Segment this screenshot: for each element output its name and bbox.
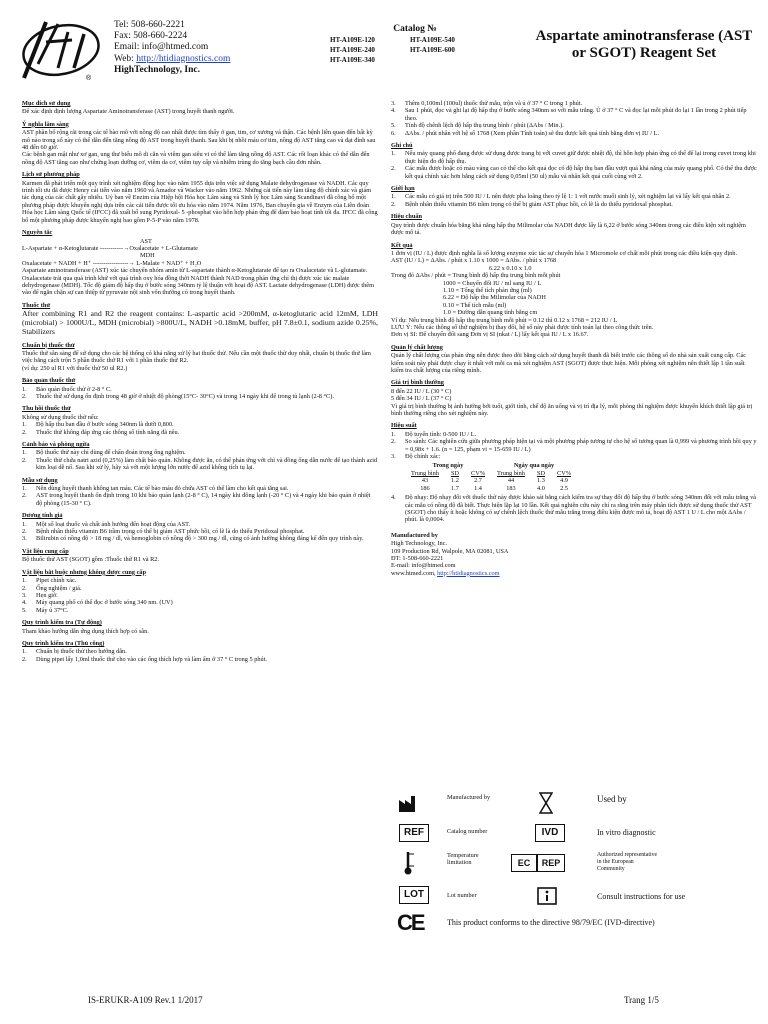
list-item-number: 2. bbox=[22, 456, 27, 464]
list-item-text: Nên dùng huyết thanh không tan máu. Các tế bào máu đỏ chứa AST có thể làm cho kết quả tăng sai. bbox=[36, 485, 289, 493]
list-item-number: 1. bbox=[22, 648, 27, 656]
lot-number-label: Lot number bbox=[447, 892, 477, 899]
list-item-number: 1. bbox=[22, 421, 27, 429]
section-text: Không sử dụng thuốc thử nếu: bbox=[22, 413, 99, 421]
list-item-text: Độ nhạy: Độ nhạy đối với thuốc thử này được khảo sát bằng cách kiểm tra sự thay đổi độ hấp thụ ở bước sóng 340nm đối với mẫu trắng và các mẫu có nồng độ đã biết. Thực hiện lặp lại 10 lần. Kết quả nghiên cứu này chỉ ra rằng trên máy phân tích được sử dụng thuốc thử AST (SGOT) cho thấy ít hoặc không có sự chênh lệch thuốc thử mẫu trắng trong điều kiện được mô tả, hoạt độ AST 1 U / L cho một ΔAbs / phút. là 0,0004. bbox=[405, 494, 757, 524]
section-text: After combining R1 and R2 the reagent contains: L-aspartic acid >200mM, α-ketoglutaric acid 12mM, LDH (microbial) > 1000U/L, MDH (microbial) >800U/L, NADH >0.18mM, buffer, pH 7.8±0.1, sodium azide 0.25%, Stabilizers bbox=[22, 309, 378, 336]
list-item bbox=[22, 599, 378, 606]
section-text: Bộ thuốc thử AST (SGOT) gồm :Thuốc thử R1 và R2. bbox=[22, 556, 160, 564]
catalog-number: HT-A109E-600 bbox=[410, 46, 455, 54]
list-item-number: 1. bbox=[391, 193, 396, 201]
section-storage bbox=[22, 377, 378, 400]
section-heading: Nguyên tắc bbox=[22, 229, 53, 237]
list-item-text: Bệnh nhân thiếu vitamin B6 trầm trọng có thể bị giảm AST phức hồi, có lẽ là do thiếu Pyridoxal phosphat. bbox=[36, 528, 305, 536]
section-heading: Thu hồi thuốc thử bbox=[22, 405, 71, 413]
manufacturer-web bbox=[391, 570, 757, 577]
text-line: ĐT: 1-508-660-2221 bbox=[391, 554, 444, 562]
hourglass-icon bbox=[539, 792, 553, 814]
normal-values-list bbox=[391, 388, 757, 403]
list-item-number: 1. bbox=[22, 485, 27, 493]
list-item-number: 4. bbox=[22, 599, 27, 607]
temperature-label-line-2: limitation bbox=[447, 859, 472, 866]
list-item bbox=[22, 457, 378, 472]
section-procedure-manual bbox=[22, 640, 378, 663]
reaction-equation-2: Oxalacetate + NADH + H⁺ -----------------→ L-Malate + NAD⁺ + H₂O bbox=[22, 259, 202, 267]
numbered-list bbox=[391, 150, 757, 180]
right-column bbox=[391, 100, 757, 582]
list-item-text: Máy ủ 37°C. bbox=[36, 606, 69, 614]
list-item-text: Bệnh nhân thiếu vitamin B6 trầm trọng có thể bị giảm AST phục hồi, có lẽ là do thiếu pyridoxal phosphat. bbox=[405, 200, 673, 208]
list-item: 3. Độ chính xác: bbox=[391, 453, 757, 460]
list-item bbox=[391, 122, 757, 129]
table-cell: 1.4 bbox=[474, 484, 482, 492]
section-materials-required bbox=[22, 569, 378, 614]
lot-symbol: LOT bbox=[399, 886, 429, 904]
precision-table bbox=[405, 462, 577, 492]
title-line-2: or SGOT) Reagent Set bbox=[571, 45, 717, 61]
list-item-text: So sánh: Các nghiên cứu giữa phương pháp hiện tại và một phương pháp tương tự cho hệ số tương quan là 0,999 và phương trình hồi quy y = 0,98x + 1.6. (n = 125, phạm vi = 15-659 IU / L) bbox=[405, 438, 757, 453]
list-item-text: Pipet chính xác. bbox=[36, 577, 77, 585]
list-item-text: Nếu máy quang phổ đang được sử dụng được trang bị với cuvet giữ được nhiệt độ, thì hỗn hợp phản ứng có thể để lại trong cuvet trong khi thực hiện đo độ hấp thụ. bbox=[405, 150, 756, 165]
section-performance bbox=[391, 422, 757, 523]
list-item-text: AST trong huyết thanh ổn định trong 10 khi bảo quản lạnh (2-8 ° C), 14 ngày khi đông lạnh (-20 ° C) và 4 ngày khi bảo quản ở nhiệt độ phòng (15-30 ° C). bbox=[36, 492, 371, 507]
list-item-number: 1. bbox=[22, 520, 27, 528]
contact-block bbox=[114, 20, 230, 76]
manufacturer-web-link[interactable]: http://htidiagnostics.com bbox=[437, 569, 500, 577]
text-line: E-mail: info@htmed.com bbox=[391, 562, 456, 570]
section-heading: Ý nghĩa lâm sàng bbox=[22, 120, 69, 128]
calc-si-conversion: Đơn vị SI: Để chuyển đổi sang Đơn vị SI (nkat / L) lấy kết quả IU / L x 16.67. bbox=[391, 331, 589, 339]
table-cell: 1.2 bbox=[451, 477, 459, 485]
list-item-text: Hẹn giờ. bbox=[36, 591, 58, 599]
list-item bbox=[22, 521, 378, 528]
section-principle bbox=[22, 229, 378, 297]
manufacturer-icon bbox=[399, 794, 419, 812]
list-item bbox=[391, 107, 757, 122]
section-text: Các bệnh gan mật như xơ gan, ung thư biểu mô di căn và viêm gan siêu vi có thể làm tăng nồng độ AST. Các rối loạn khác có thể dẫn đến nồng độ AST tăng cao như chứng loạn dưỡng cơ, viêm da cơ, viêm tụy cấp và nhiễm trùng do tăng bạch cầu đơn nhân. bbox=[22, 151, 370, 166]
list-item-text: Thuốc thử không đáp ứng các thông số tính năng đã nêu. bbox=[36, 428, 180, 436]
list-item bbox=[22, 607, 378, 614]
list-item-text: Thuốc thử sử dụng ổn định trong 48 giờ ở nhiệt độ phòng(15°C- 30°C) và trong 14 ngày khi để trong tủ lạnh (2-8 °C). bbox=[36, 392, 334, 400]
list-item-number: 2. bbox=[22, 492, 27, 500]
text-line: 1.10 = Tổng thể tích phản ứng (ml) bbox=[443, 286, 532, 294]
list-item-number: 5. bbox=[391, 122, 396, 130]
calc-formula: AST (IU / L) = ΔAbs. / phút x 1.10 x 1000 = ΔAbs. / phút x 1768 bbox=[391, 257, 557, 265]
list-item bbox=[22, 648, 378, 655]
list-item bbox=[391, 165, 757, 180]
list-item-text: Bilirubin có nồng độ > 18 mg / dl, và hemoglobin có nồng độ > 300 mg / dl, cũng có ảnh hưởng không đáng kể đến quy trình này. bbox=[36, 535, 364, 543]
precision-column-header: Trung bình bbox=[411, 469, 439, 477]
list-item-number: 2. bbox=[22, 584, 27, 592]
catalog-title: Catalog № bbox=[393, 24, 437, 34]
calc-definitions bbox=[391, 280, 757, 317]
table-cell: 43 bbox=[421, 477, 429, 485]
ref-symbol: REF bbox=[399, 824, 429, 842]
table-cell: 2.7 bbox=[474, 477, 482, 485]
list-item-number: 2. bbox=[22, 392, 27, 400]
precision-column-header: SD bbox=[536, 469, 545, 477]
text-line: 1000 = Chuyển đổi IU / ml sang IU / L bbox=[443, 279, 542, 287]
list-item: 2. So sánh: Các nghiên cứu giữa phương pháp hiện tại và một phương pháp tương tự cho hệ số tương quan là 0,999 và phương trình hồi quy y = 0,98x + 1.6. (n = 125, phạm vi = 15-659 IU / L) bbox=[391, 438, 757, 453]
text-line: 5 đến 34 IU / L (37 ° C) bbox=[391, 395, 452, 403]
section-text: Vì giá trị bình thường bị ảnh hưởng bởi tuổi, giới tính, chế độ ăn uống và vị trí địa lý, mỗi phòng thí nghiệm được khuyến khích thiết lập giá trị bình thường riêng cho xét nghiệm này. bbox=[391, 402, 753, 418]
section-normal-values bbox=[391, 379, 757, 417]
section-history bbox=[22, 171, 378, 224]
precision-column-header: SD bbox=[450, 469, 459, 477]
section-interference bbox=[22, 512, 378, 543]
list-item: 4. Độ nhạy: Độ nhạy đối với thuốc thử này được khảo sát bằng cách kiểm tra sự thay đổi độ hấp thụ ở bước sóng 340nm đối với mẫu trắng và các mẫu có nồng độ đã biết. Thực hiện lặp lại 10 lần. Kết quả nghiên cứu này chỉ ra rằng trên máy phân tích được sử dụng thuốc thử AST (SGOT) cho thấy ít hoặc không có sự chênh lệch thuốc thử mẫu trắng trong điều kiện được mô tả, hoạt độ AST 1 U / L cho một ΔAbs / phút. là 0,0004. bbox=[391, 494, 757, 524]
numbered-list bbox=[22, 521, 378, 543]
list-item-number: 5. bbox=[22, 606, 27, 614]
precision-group-day-to-day: Ngày qua ngày bbox=[513, 462, 555, 470]
list-item-text: Máy quang phổ có thể đọc ở bước sóng 340 nm. (UV) bbox=[36, 599, 173, 607]
section-purpose bbox=[22, 100, 378, 116]
web-link[interactable]: http://htidiagnostics.com bbox=[136, 53, 231, 64]
section-heading: Quy trình kiểm tra (Thủ công) bbox=[22, 639, 105, 647]
list-item-number: 3. bbox=[22, 591, 27, 599]
section-heading: Ghi chú bbox=[391, 142, 413, 150]
list-item-number: 1. bbox=[22, 385, 27, 393]
section-clinical bbox=[22, 121, 378, 166]
list-item bbox=[22, 656, 378, 663]
list-item bbox=[22, 577, 378, 584]
text-line: High Technology, Inc. bbox=[391, 540, 448, 548]
table-cell: 4.9 bbox=[560, 477, 568, 485]
list-item bbox=[22, 535, 378, 542]
consult-instructions-icon bbox=[537, 886, 557, 906]
ce-conformity-label: This product conforms to the directive 98/79/EC (IVD-directive) bbox=[447, 918, 655, 927]
section-heading: Mục đích sử dụng bbox=[22, 100, 71, 107]
section-text: (ví dụ: 250 ul R1 với thuốc thử 50 ul R2.) bbox=[22, 364, 128, 372]
list-item-number: 2. bbox=[391, 165, 396, 173]
section-preparation bbox=[22, 342, 378, 373]
numbered-list bbox=[391, 100, 757, 137]
section-heading: Vật liệu bắt buộc nhưng không được cung cấp bbox=[22, 568, 147, 576]
list-item-text: Một số loại thuốc và chất ảnh hưởng đến hoạt động của AST. bbox=[36, 520, 191, 528]
list-item bbox=[22, 429, 378, 436]
section-notes bbox=[391, 142, 757, 180]
list-item bbox=[391, 130, 757, 137]
svg-text:®: ® bbox=[86, 75, 92, 82]
section-heading: Bảo quản thuốc thử bbox=[22, 377, 76, 385]
section-procedure-auto bbox=[22, 619, 378, 635]
catalog-number-label: Catalog number bbox=[447, 828, 488, 835]
section-limitations bbox=[391, 185, 757, 208]
section-text: Karmen đã phát triển một quy trình xét nghiệm động học vào năm 1955 dựa trên việc sử dụng Malate dehydrogenase và NADH. Các quy trình tối ưu đã được Henry cải tiến vào năm 1960 và Amador và Wacker vào năm 1962. Những cải tiến này làm tăng độ chính xác và giảm tác dụng của các chất gây nhiễu. Uỷ ban về Enzim của Hiệp hội Hóa học Lâm sàng và Sinh lý học Lâm sàng Scandinavi đã công bố một phương pháp được khuyến nghị dựa trên các cải tiến được tối ưu hóa vào năm 1974. Năm 1976, Ban chuyên gia về Enzym của Liên đoàn Hóa học Lâm sàng Quốc tế (IFCC) đã xuất bổ sung Pyridoxal- 5 -phosphat vào hỗn hợp phản ứng để đảm bảo hoạt tính tối đa. IFCC đã công bố một phương pháp được khuyến nghị bao gồm P-5-P vào năm 1978. bbox=[22, 179, 378, 224]
table-cell: 2.5 bbox=[560, 484, 568, 492]
numbered-list bbox=[22, 386, 378, 401]
list-item bbox=[391, 150, 757, 165]
precision-body bbox=[405, 477, 577, 492]
section-warnings bbox=[22, 441, 378, 472]
calc-where: Trong đó ΔAbs / phút = Trung bình độ hấp thụ trung bình mỗi phút bbox=[391, 272, 561, 280]
section-reagents bbox=[22, 302, 378, 337]
list-item bbox=[22, 528, 378, 535]
section-heading: Hiệu chuẩn bbox=[391, 213, 422, 221]
reaction-equation-1: L-Aspartate + α-Ketoglutarate -----------→Oxalacetate + L-Glutamate bbox=[22, 244, 198, 252]
company-name: HighTechnology, Inc. bbox=[114, 64, 200, 75]
list-item-number: 1. bbox=[22, 577, 27, 585]
manufacturer-symbol-label: Manufactured by bbox=[447, 794, 491, 801]
list-item bbox=[391, 193, 757, 200]
list-item-number: 2. bbox=[22, 428, 27, 436]
list-item-number: 4. bbox=[391, 107, 396, 115]
catalog-number-grid bbox=[330, 36, 500, 64]
table-cell: 1.7 bbox=[451, 484, 459, 492]
list-item-text: Tính độ chênh lệch độ hấp thụ trung bình / phút (ΔAbs / Min.). bbox=[405, 122, 564, 130]
catalog-number bbox=[410, 56, 490, 64]
enzyme-label-mdh: MDH bbox=[140, 252, 155, 260]
list-item-number: 6. bbox=[391, 129, 396, 137]
precision-header-row bbox=[405, 470, 577, 477]
fax: Fax: 508-660-2224 bbox=[114, 31, 188, 42]
table-row bbox=[405, 485, 577, 492]
authorized-rep-line-1: Authorized representative bbox=[597, 852, 658, 858]
list-item bbox=[22, 449, 378, 456]
table-cell: 4.0 bbox=[537, 484, 545, 492]
text-line: 1.0 = Đường dẫn quang tính bằng cm bbox=[443, 309, 538, 317]
section-heading: Lịch sử phương pháp bbox=[22, 171, 80, 179]
email-label: Email: bbox=[114, 42, 142, 53]
web-label: Web: bbox=[114, 53, 137, 64]
section-heading: Dương tính giả bbox=[22, 512, 63, 520]
used-by-label: Used by bbox=[597, 794, 627, 804]
list-item: 1. Độ tuyến tính: 0-500 IU / L. bbox=[391, 431, 757, 438]
section-text: Quản lý chất lượng của phản ứng nên được theo dõi bằng cách sử dụng huyết thanh đã biết trước các thông số do nhà sản xuất cung cấp. Các kiểm soát này phải được chạy ít nhất với mỗi ca mà xét nghiệm AST (SGOT) được thực hiện. Mỗi phòng xét nghiệm nên thiết lập 1 tần suất kiểm tra chất lượng của riêng mình. bbox=[391, 352, 747, 374]
list-item bbox=[22, 592, 378, 599]
list-item-text: Dùng pipet lấy 1,0ml thuốc thử cho vào các ống thích hợp và làm ấm ở 37 ° C trong 5 phút. bbox=[36, 655, 268, 663]
section-heading: Quản lý chất lượng bbox=[391, 343, 443, 351]
document-title bbox=[524, 28, 764, 62]
list-item-number: 3. bbox=[391, 100, 396, 107]
tel: Tel: 508-660-2221 bbox=[114, 20, 185, 30]
section-heading: Mẫu sử dụng bbox=[22, 476, 58, 484]
text-line: 8 đến 22 IU / L (30 ° C) bbox=[391, 387, 452, 395]
section-text: AST phân bố rộng rãi trong các tế bào mô với nồng độ cao nhất được tìm thấy ở gan, tim, cơ xương và thận. Các bệnh liên quan đến bất kỳ mô nào trong số này có thể dẫn đến tăng nồng độ AST trong huyết thanh. Sau khi bị nhồi máu cơ tim, nồng độ AST tăng cao và đạt đỉnh sau 48 đến 60 giờ. bbox=[22, 129, 376, 152]
authorized-rep-line-3: Community bbox=[597, 866, 625, 872]
list-item-text: Các mẫu có giá trị trên 500 IU / L nên được pha loãng theo tỷ lệ 1: 1 với nước muối sinh lý, xét nghiệm lại và lấy kết quả nhân 2. bbox=[405, 193, 731, 201]
table-cell: 1.3 bbox=[537, 477, 545, 485]
list-item-text: Các mẫu được hoặc có màu vàng cao có thể cho kết quả đọc có độ hấp thụ ban đầu vượt quá khả năng của máy quang phổ. Có thể thu được kết quả chính xác hơn bằng cách sử dụng 0,05ml (50 ul) mẫu và nhân kết quả cuối cùng với 2. bbox=[405, 165, 757, 180]
numbered-list bbox=[391, 193, 757, 208]
list-item bbox=[22, 585, 378, 592]
temperature-label-line-1: Temperature bbox=[447, 852, 479, 859]
list-item-number: 1. bbox=[22, 449, 27, 457]
catalog-number: HT-A109E-120 bbox=[330, 36, 375, 44]
list-item-text: Thuốc thử chứa natri azid (0,25%) làm chất bảo quản. Không được ăn, có thể phản ứng với chì và đồng ống dẫn nước để tạo thành azid kim loại dễ nổ. Sau khi xử lý, hãy xả với một lượng lớn nước để azid không tích tụ lại. bbox=[36, 456, 378, 472]
document-id: IS-ERUKR-A109 Rev.1 1/2017 bbox=[88, 995, 203, 1005]
list-item bbox=[22, 492, 378, 507]
authorized-rep-line-2: in the European bbox=[597, 859, 634, 865]
section-text: Aspartate aminotransferase (AST) xúc tác chuyển nhóm amin từ L-aspartate thành α-Ketoglutarate để tạo ra Oxalacetate và L-glutamate. Oxalacetate trải qua quá trình khử với quá trình oxy hóa đồng thời NADH thành NAD trong phản ứng chỉ thị được xúc tác malate dehydrogenase (MDH). Tốc độ giảm độ hấp thụ ở bước sóng 340nm tỷ lệ thuận với hoạt độ AST. Lactate dehydrogenase (LDH) được thêm vào để ngăn chặn sự can thiệp từ pyruvate nội sinh vốn thường có trong huyết thanh. bbox=[22, 267, 374, 297]
ec-symbol: EC bbox=[511, 854, 537, 872]
section-manufacturer bbox=[391, 532, 757, 577]
ce-mark-icon: CE bbox=[397, 910, 424, 935]
precision-column-header: CV% bbox=[471, 469, 485, 477]
section-deterioration bbox=[22, 405, 378, 436]
consult-instructions-label: Consult instructions for use bbox=[597, 892, 686, 901]
table-row bbox=[405, 477, 577, 484]
calc-example: Ví dụ: Nếu trung bình độ hấp thụ trung bình mỗi phút = 0.12 thì 0.12 x 1768 = 212 IU / L bbox=[391, 316, 618, 324]
section-heading: Giá trị bình thường bbox=[391, 379, 444, 387]
section-heading: Hiệu suất bbox=[391, 422, 417, 430]
numbered-list bbox=[22, 421, 378, 436]
list-item-number: 2. bbox=[391, 200, 396, 208]
list-item-number: 1. bbox=[391, 150, 396, 158]
section-heading: Quy trình kiểm tra (Tự động) bbox=[22, 619, 102, 627]
section-heading: Giới hạn bbox=[391, 185, 415, 193]
ivd-symbol: IVD bbox=[535, 824, 565, 842]
list-item-text: Sau 1 phút, đọc và ghi lại độ hấp thụ ở bước sóng 340nm so với mẫu trắng. Ủ ở 37 ° C và đọc lại mỗi phút đo lại 1 lần trong 2 phút tiếp theo. bbox=[405, 107, 747, 122]
list-item-text: Độ hấp thu ban đầu ở bước sóng 340nm là dưới 0,800. bbox=[36, 421, 174, 429]
catalog-number: HT-A109E-240 bbox=[330, 46, 375, 54]
table-cell: 183 bbox=[506, 484, 516, 492]
table-cell: 44 bbox=[507, 477, 515, 485]
catalog-block bbox=[330, 24, 500, 64]
numbered-list bbox=[22, 648, 378, 663]
calc-denominator: 6.22 x 0.10 x 1.0 bbox=[489, 264, 532, 272]
section-procedure-steps bbox=[391, 100, 757, 137]
section-heading: Vật liệu cung cấp bbox=[22, 547, 69, 555]
calc-note: LƯU Ý: Nếu các thông số thử nghiệm bị thay đổi, hệ số này phải được tính toán lại theo công thức trên. bbox=[391, 323, 654, 331]
section-heading: Cảnh báo và phòng ngừa bbox=[22, 441, 90, 449]
list-item-number: 2. bbox=[22, 655, 27, 663]
list-item-text: Chuẩn bị thuốc thử theo hướng dẫn. bbox=[36, 648, 127, 656]
manufacturer-web-prefix: www.htmed.com, bbox=[391, 569, 438, 577]
company-logo bbox=[16, 16, 106, 86]
numbered-list bbox=[22, 577, 378, 614]
section-heading: Thuốc thử bbox=[22, 301, 51, 309]
list-item-text: ΔAbs. / phút nhân với hệ số 1768 (Xem phần Tính toán) sẽ thu được kết quả tính bằng đơn vị IU / L. bbox=[405, 129, 659, 137]
email-line bbox=[114, 42, 230, 53]
temperature-label bbox=[447, 852, 479, 866]
precision-column-header: CV% bbox=[557, 469, 571, 477]
list-item-number: 3. bbox=[22, 535, 27, 543]
section-quality-control bbox=[391, 344, 757, 375]
temperature-icon bbox=[403, 850, 417, 876]
list-item bbox=[22, 393, 378, 400]
section-calibration bbox=[391, 213, 757, 236]
section-text: 1 đơn vị (IU / L) được định nghĩa là số lượng enzyme xúc tác sự chuyển hóa 1 Micromole cơ chất mỗi phút trong các điều kiện quy định. bbox=[391, 249, 738, 257]
enzyme-label-ast: AST bbox=[140, 237, 152, 245]
list-item-text: Độ chính xác: bbox=[405, 453, 441, 461]
list-item-text: Thêm 0,100ml (100ul) thuốc thử mẫu, trộn và ủ ở 37 ° C trong 1 phút. bbox=[405, 100, 583, 107]
catalog-number: HT-A109E-540 bbox=[410, 36, 455, 44]
manufacturer-address bbox=[391, 540, 757, 570]
in-vitro-label: In vitro diagnostic bbox=[597, 828, 656, 837]
list-item-number: 2. bbox=[22, 528, 27, 536]
section-text: Thuốc thử sẵn sàng để sử dụng cho các hệ thống có khả năng xử lý hai thuốc thử. Nếu cần một thuốc thử duy nhất, chuẩn bị thuốc thử làm việc bằng cách trộn 5 phần thuốc thử R1 với 1 phần thuốc thử R2. bbox=[22, 349, 371, 365]
section-heading: Chuẩn bị thuốc thử bbox=[22, 341, 75, 349]
page-number: Trang 1/5 bbox=[624, 995, 659, 1005]
list-item-text: Bộ thuốc thử này chỉ dùng để chẩn đoán trong ống nghiệm. bbox=[36, 449, 186, 457]
list-item bbox=[22, 485, 378, 492]
numbered-list bbox=[22, 485, 378, 507]
rep-symbol: REP bbox=[537, 854, 565, 872]
title-line-1: Aspartate aminotransferase (AST bbox=[535, 28, 753, 44]
list-item-text: Ống nghiệm / giá. bbox=[36, 584, 82, 592]
list-item bbox=[22, 421, 378, 428]
list-item-text: Bảo quản thuốc thử ở 2-8 ° C. bbox=[36, 385, 112, 393]
section-calculation bbox=[391, 242, 757, 339]
list-item bbox=[391, 201, 757, 208]
catalog-number: HT-A109E-340 bbox=[330, 56, 375, 64]
section-heading: Kết quả bbox=[391, 241, 413, 249]
text-line: 0.10 = Thể tích mẫu (ml) bbox=[443, 301, 507, 309]
authorized-rep-label bbox=[597, 852, 657, 873]
text-line: 6.22 = Độ hấp thu Milimolar của NADH bbox=[443, 294, 546, 302]
text-line: 109 Production Rd, Walpole, MA 02081, USA bbox=[391, 547, 509, 555]
email-link[interactable]: info@htmed.com bbox=[141, 42, 209, 53]
precision-group-within-run: Trong ngày bbox=[432, 462, 464, 470]
numbered-list bbox=[22, 449, 378, 471]
web-line bbox=[114, 54, 230, 65]
list-item-text: Độ tuyến tính: 0-500 IU / L. bbox=[405, 430, 477, 438]
section-text: Để xác định định lượng Aspartate Aminotransferase (AST) trong huyết thanh người. bbox=[22, 108, 235, 116]
list-item bbox=[22, 386, 378, 393]
section-text: Tham khảo hướng dẫn ứng dụng thích hợp có sẵn. bbox=[22, 627, 149, 635]
left-column bbox=[22, 100, 378, 668]
section-heading: Manufactured by bbox=[391, 531, 438, 539]
section-text: Quy trình được chuẩn hóa bằng khả năng hấp thụ Milimolar của NADH được lấy là 6,22 ở bước sóng 340nm trong các điều kiện xét nghiệm được mô tả. bbox=[391, 221, 746, 237]
section-specimen bbox=[22, 477, 378, 508]
table-cell: 186 bbox=[420, 484, 430, 492]
precision-column-header: Trung bình bbox=[497, 469, 525, 477]
section-materials bbox=[22, 548, 378, 564]
